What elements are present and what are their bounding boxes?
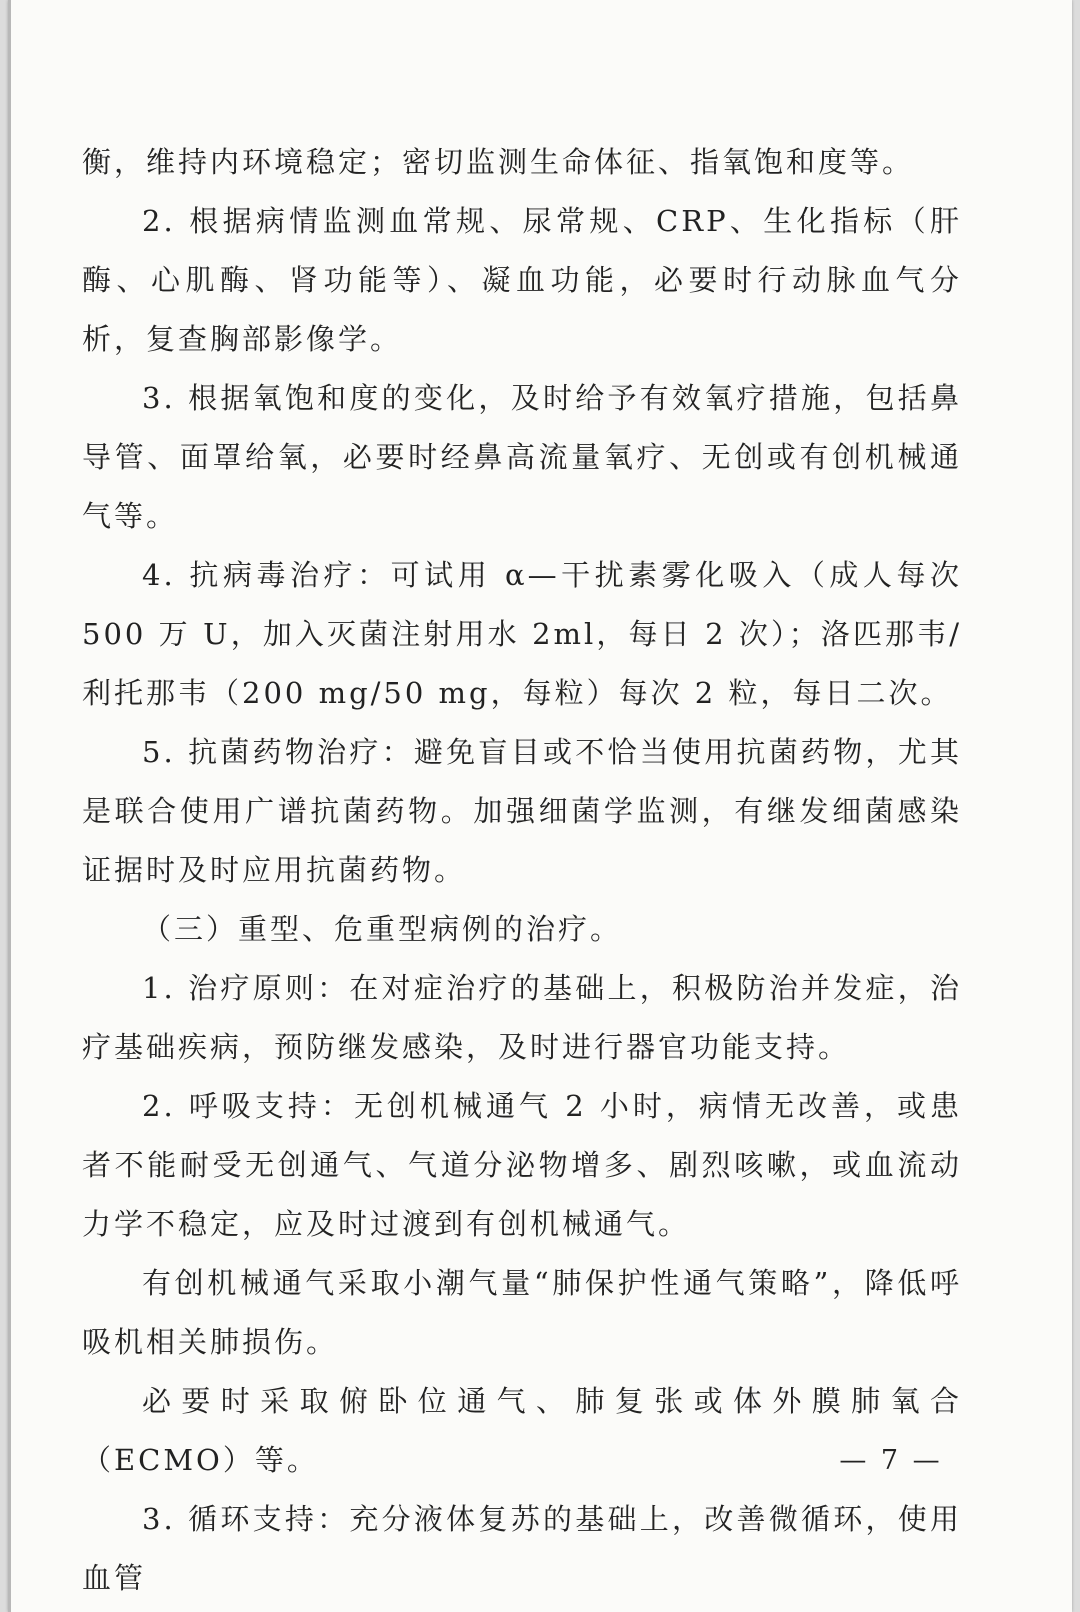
paragraph-ventilation-strategy: 有创机械通气采取小潮气量“肺保护性通气策略”，降低呼吸机相关肺损伤。 [82, 1266, 962, 1359]
paragraph-continuation: 衡，维持内环境稳定；密切监测生命体征、指氧饱和度等。 [82, 145, 915, 179]
paragraph-circulatory-support: 3. 循环支持：充分液体复苏的基础上，改善微循环，使用血管 [82, 1502, 962, 1595]
document-body [82, 133, 962, 1608]
scan-edge [8, 0, 11, 1612]
document-page [8, 0, 1072, 1612]
paragraph-ecmo: 必要时采取俯卧位通气、肺复张或体外膜肺氧合（ECMO）等。 [82, 1384, 962, 1477]
paragraph-item-3: 3. 根据氧饱和度的变化，及时给予有效氧疗措施，包括鼻导管、面罩给氧，必要时经鼻高流量氧疗、无创或有创机械通气等。 [82, 381, 962, 533]
paragraph-item-2: 2. 根据病情监测血常规、尿常规、CRP、生化指标（肝酶、心肌酶、肾功能等）、凝血功能，必要时行动脉血气分析，复查胸部影像学。 [82, 204, 962, 356]
paragraph-item-4: 4. 抗病毒治疗：可试用 α—干扰素雾化吸入（成人每次 500 万 U，加入灭菌注射用水 2ml，每日 2 次）；洛匹那韦/利托那韦（200 mg/50 mg，每粒）每次 2 粒，每日二次。 [82, 558, 962, 710]
page-number: — 7 — [839, 1445, 943, 1476]
paragraph-respiratory-support: 2. 呼吸支持：无创机械通气 2 小时，病情无改善，或患者不能耐受无创通气、气道分泌物增多、剧烈咳嗽，或血流动力学不稳定，应及时过渡到有创机械通气。 [82, 1089, 962, 1241]
section-heading: （三）重型、危重型病例的治疗。 [142, 912, 623, 946]
paragraph-item-5: 5. 抗菌药物治疗：避免盲目或不恰当使用抗菌药物，尤其是联合使用广谱抗菌药物。加强细菌学监测，有继发细菌感染证据时及时应用抗菌药物。 [82, 735, 962, 887]
paragraph-treatment-principle: 1. 治疗原则：在对症治疗的基础上，积极防治并发症，治疗基础疾病，预防继发感染，及时进行器官功能支持。 [82, 971, 962, 1064]
